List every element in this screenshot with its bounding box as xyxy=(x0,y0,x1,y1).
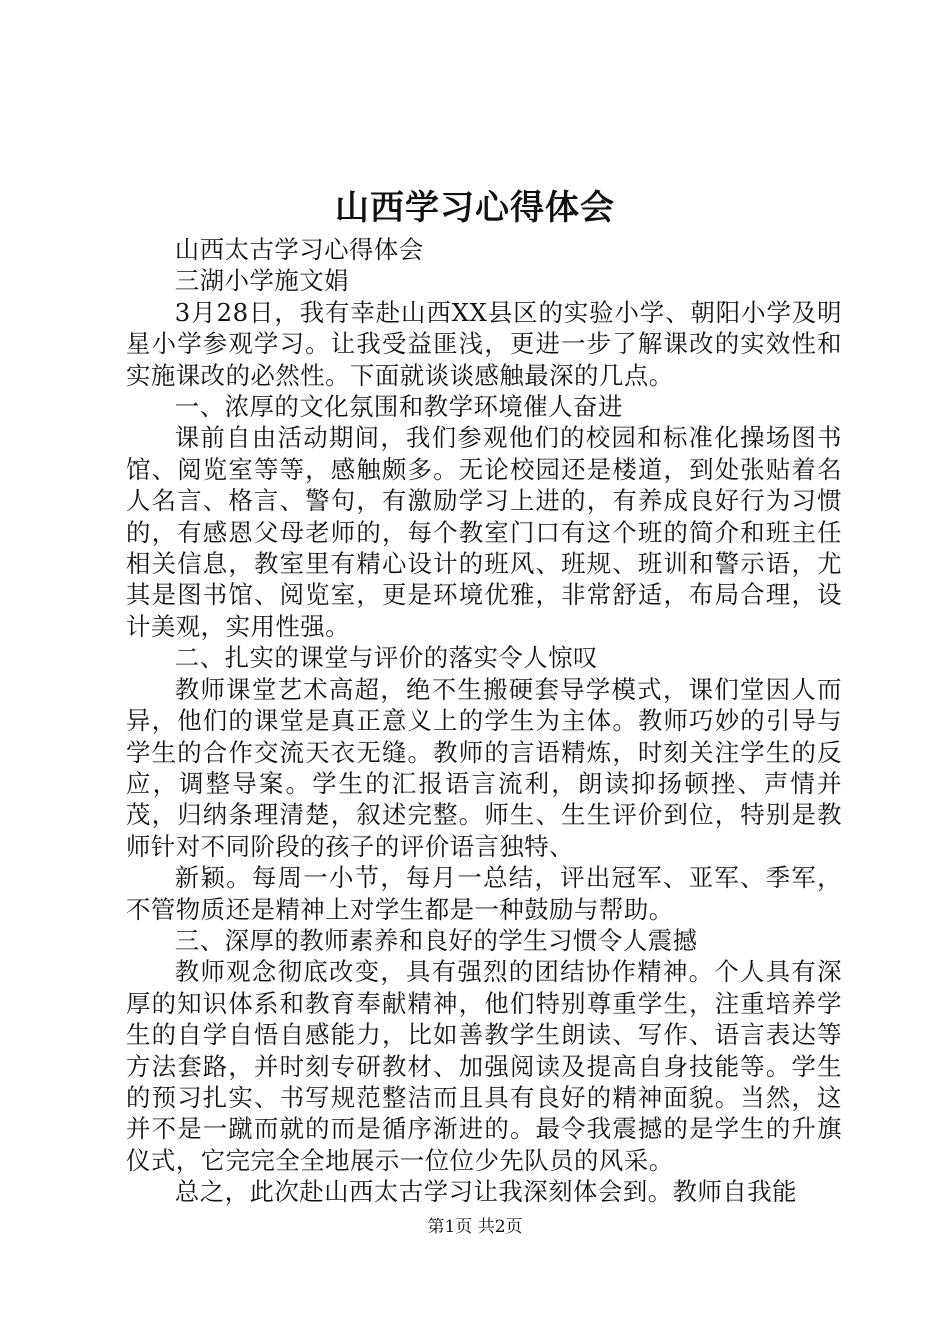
paragraph-author: 三湖小学施文娟 xyxy=(174,266,350,296)
paragraph-intro: 3月28日，我有幸赴山西XX县区的实验小学、朝阳小学及明星小学参观学习。让我受益匪浅，更进一步了解课改的实效性和实施课改的必然性。下面就谈谈感触最深的几点。 xyxy=(126,297,842,390)
paragraph-section-2: 教师课堂艺术高超，绝不生搬硬套导学模式，课们堂因人而异，他们的课堂是真正意义上的学生为主体。教师巧妙的引导与学生的合作交流天衣无缝。教师的言语精炼，时刻关注学生的反应，调整导案。学生的汇报语言流利，朗读抑扬顿挫、声情并茂，归纳条理清楚，叙述完整。师生、生生评价到位，特别是教师针对不同阶段的孩子的评价语言独特、 xyxy=(126,674,842,861)
paragraph-section-2-cont: 新颖。每周一小节，每月一总结，评出冠军、亚军、季军，不管物质还是精神上对学生都是一种鼓励与帮助。 xyxy=(126,863,842,924)
paragraph-section-1: 课前自由活动期间，我们参观他们的校园和标准化操场图书馆、阅览室等等，感触颇多。无论校园还是楼道，到处张贴着名人名言、格言、警句，有激励学习上进的，有养成良好行为习惯的，有感恩父母老师的，每个教室门口有这个班的简介和班主任相关信息，教室里有精心设计的班风、班规、班训和警示语，尤其是图书馆、阅览室，更是环境优雅，非常舒适，布局合理，设计美观，实用性强。 xyxy=(126,423,842,641)
section-heading-3: 三、深厚的教师素养和良好的学生习惯令人震撼 xyxy=(174,925,698,955)
paragraph-subtitle: 山西太古学习心得体会 xyxy=(174,235,424,264)
paragraph-section-3: 教师观念彻底改变，具有强烈的团结协作精神。个人具有深厚的知识体系和教育奉献精神，他们特别尊重学生，注重培养学生的自学自悟自感能力，比如善教学生朗读、写作、语言表达等方法套路，并时刻专研教材、加强阅读及提高自身技能等。学生的预习扎实、书写规范整洁而且具有良好的精神面貌。当然，这并不是一蹴而就的而是循序渐进的。最令我震撼的是学生的升旗仪式，它完完全全地展示一位位少先队员的风采。 xyxy=(126,957,842,1175)
paragraph-conclusion: 总之，此次赴山西太古学习让我深刻体会到。教师自我能 xyxy=(174,1177,798,1207)
section-heading-1: 一、浓厚的文化氛围和教学环境催人奋进 xyxy=(174,392,623,422)
document-title: 山西学习心得体会 xyxy=(335,188,615,228)
document-body xyxy=(126,234,842,1208)
section-heading-2: 二、扎实的课堂与评价的落实令人惊叹 xyxy=(174,643,598,673)
page-footer: 第1页 共2页 xyxy=(427,1217,523,1237)
